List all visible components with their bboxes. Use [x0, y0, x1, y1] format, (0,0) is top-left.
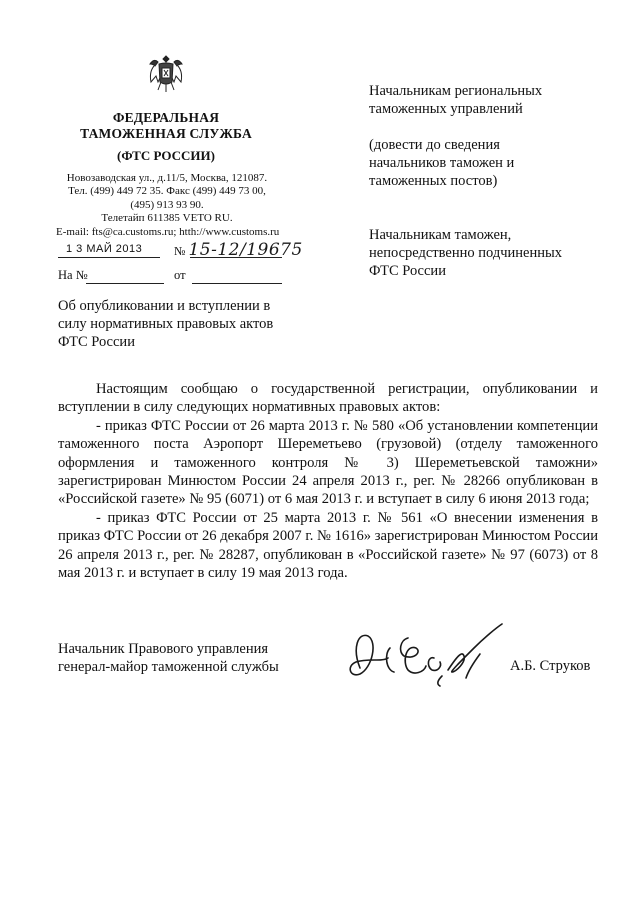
letter-body [58, 380, 598, 582]
address-line: Телетайп 611385 VETO RU. [101, 212, 233, 225]
from-underline [192, 283, 282, 284]
signatory-name: А.Б. Струков [510, 658, 591, 674]
addressee-line: Начальникам таможен, [369, 227, 512, 243]
address-line: Новозаводская ул., д.11/5, Москва, 121087. [66, 172, 268, 184]
org-line-2: ТАМОЖЕННАЯ СЛУЖБА [80, 126, 252, 141]
org-line-1: ФЕДЕРАЛЬНАЯ [112, 110, 220, 125]
address-line: (495) 913 93 90. [130, 198, 204, 211]
addressee-line: таможенных постов) [369, 173, 498, 189]
registration-date-field [66, 241, 142, 256]
handwritten-signature [338, 618, 510, 688]
signatory-title-line-1: Начальник Правового управления [58, 641, 269, 657]
address-line: Тел. (499) 449 72 35. Факс (499) 449 73 00, [68, 185, 266, 198]
double-headed-eagle-icon [148, 52, 184, 96]
from-label: от [174, 268, 186, 282]
reply-to-underline [86, 283, 164, 284]
letter-subject [58, 297, 298, 351]
organization-name [60, 110, 272, 142]
addressee-block-1 [369, 82, 609, 118]
subject-line: ФТС России [58, 334, 135, 350]
body-intro-paragraph: Настоящим сообщаю о государственной регистрации, опубликовании и вступлении в силу следующих нормативных правовых актов: [58, 381, 598, 416]
subject-line: Об опубликовании и вступлении в [58, 298, 271, 314]
body-item-paragraph-2: - приказ ФТС России от 25 марта 2013 г. № 561 «О внесении изменения в приказ ФТС России от 26 декабря 2007 г. № 1616» зарегистрирован Минюстом России 26 апреля 2013 г., рег. № 28287, опубликован в «Российской газете» № 97 (6073) от 8 мая 2013 г. и вступает в силу 19 мая 2013 года. [58, 509, 598, 582]
number-label: № [174, 244, 186, 258]
addressee-block-2 [369, 136, 609, 190]
addressee-line: Начальникам региональных [369, 83, 543, 99]
addressee-line: ФТС России [369, 263, 446, 279]
organization-abbreviation: (ФТС РОССИИ) [117, 148, 215, 163]
addressee-line: таможенных управлений [369, 101, 523, 117]
registration-number: 15-12/19675 [188, 240, 303, 260]
signatory-title [58, 640, 279, 676]
addressee-line: (довести до сведения [369, 137, 500, 153]
subject-line: силу нормативных правовых актов [58, 316, 274, 332]
addressee-block-3 [369, 226, 609, 280]
addressee-line: начальников таможен и [369, 155, 515, 171]
reply-to-label: На № [58, 268, 88, 282]
date-underline [58, 257, 160, 258]
addressee-line: непосредственно подчиненных [369, 245, 562, 261]
number-underline [190, 257, 282, 258]
signatory-title-line-2: генерал-майор таможенной службы [58, 659, 279, 675]
body-item-paragraph-1: - приказ ФТС России от 26 марта 2013 г. № 580 «Об установлении компетенции таможенного поста Аэропорт Шереметьево (грузовой) (отделу таможенного оформления и таможенного контроля № 3) Шереметьевской таможни» зарегистрирован Минюстом России 24 апреля 2013 г., рег. № 28266 опубликован в «Российской газете» № 95 (6071) от 6 мая 2013 г. и вступает в силу 6 июня 2013 года; [58, 417, 598, 508]
address-line: E-mail: fts@ca.customs.ru; htth://www.customs.ru [56, 225, 280, 238]
registration-date: 1 3 МАЙ 2013 [66, 243, 143, 255]
organization-address [56, 172, 278, 239]
